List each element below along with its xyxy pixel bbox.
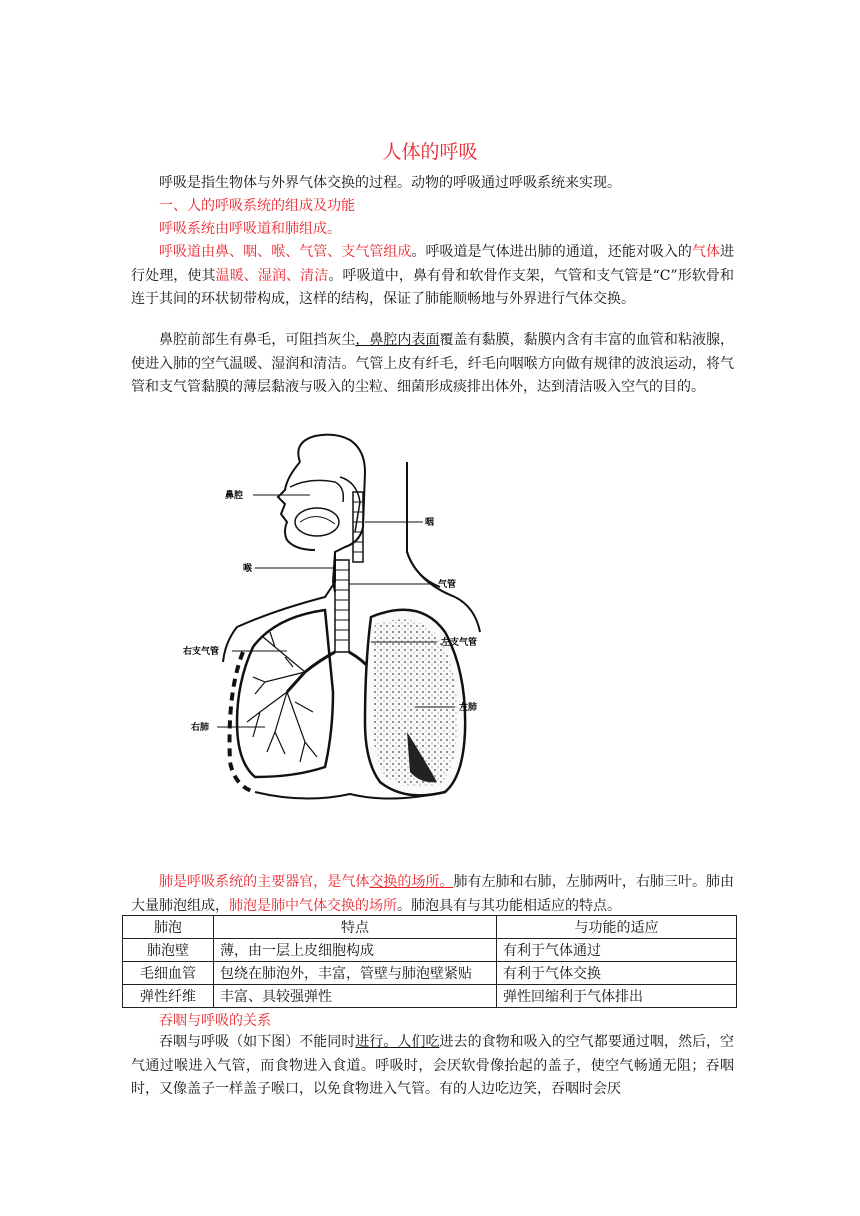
label-right-bronchus: 右支气管 xyxy=(183,647,220,657)
table-cell: 包绕在肺泡外，丰富，管壁与肺泡壁紧贴 xyxy=(214,962,497,985)
lung-text-1: 肺有左肺和右肺，左肺两叶，右肺三叶。肺由大量肺泡组成， xyxy=(131,874,735,914)
table-cell: 有利于气体交换 xyxy=(497,962,737,985)
label-larynx: 喉 xyxy=(243,564,253,574)
lung-red-underlined: 交换的场所。 xyxy=(369,874,454,890)
airway-red-2: 气体 xyxy=(691,244,721,260)
table-header-row xyxy=(123,916,737,939)
table-cell: 弹性纤维 xyxy=(123,985,214,1008)
airway-text-2: 进行处理，使其 xyxy=(131,244,735,284)
nose-paragraph xyxy=(131,329,734,400)
alveoli-features-table xyxy=(122,915,737,1008)
table-header: 肺泡 xyxy=(123,916,214,939)
table-cell: 弹性回缩利于气体排出 xyxy=(497,985,737,1008)
swallow-paragraph xyxy=(131,1031,734,1102)
table-cell: 毛细血管 xyxy=(123,962,214,985)
table-row xyxy=(123,962,737,985)
table-row xyxy=(123,939,737,962)
label-right-lung: 右肺 xyxy=(191,723,210,733)
airway-red-1: 呼吸道由鼻、咽、喉、气管、支气管组成 xyxy=(159,244,412,260)
label-nasal-cavity: 鼻腔 xyxy=(225,491,244,501)
lung-paragraph xyxy=(131,871,734,918)
table-header: 与功能的适应 xyxy=(497,916,737,939)
lung-text-2: 。肺泡具有与其功能相适应的特点。 xyxy=(397,897,621,914)
page-title: 人体的呼吸 xyxy=(382,141,478,163)
table-row xyxy=(123,985,737,1008)
airway-text-3: 。呼吸道中，鼻有骨和软骨作支架，气管和支气管是“C”形软骨和连于其间的环状韧带构成，这样的结构，保证了肺能顺畅地与外界进行气体交换。 xyxy=(131,267,735,307)
section1-heading: 一、人的呼吸系统的组成及功能 xyxy=(159,198,355,214)
nose-underlined: ，鼻腔内表面 xyxy=(355,332,440,348)
table-header: 特点 xyxy=(214,916,497,939)
airway-text-1: 。呼吸道是气体进出肺的通道，还能对吸入的 xyxy=(411,244,692,260)
section1-subheading: 呼吸系统由呼吸道和肺组成。 xyxy=(159,221,341,237)
airway-paragraph xyxy=(131,241,734,312)
respiratory-system-diagram xyxy=(175,432,507,824)
lung-red-1: 肺是呼吸系统的主要器官，是气体 xyxy=(159,874,370,890)
swallow-text-1: 吞咽与呼吸（如下图）不能同时 xyxy=(159,1034,356,1050)
table-cell: 丰富、具较强弹性 xyxy=(214,985,497,1008)
nose-text-1: 鼻腔前部生有鼻毛，可阻挡灰尘 xyxy=(159,332,356,348)
nose-text-2: 覆盖有黏膜，黏膜内含有丰富的血管和粘液腺，使进入肺的空气温暖、湿润和清洁。气管上皮有纤毛，纤毛向咽喉方向做有规律的波浪运动，将气管和支气管黏膜的薄层黏液与吸入的尘粒、细菌形成痰排出体外，达到清洁吸入空气的目的。 xyxy=(131,332,735,395)
intro-paragraph: 呼吸是指生物体与外界气体交换的过程。动物的呼吸通过呼吸系统来实现。 xyxy=(159,175,621,191)
swallow-text-2: 进去的食物和吸入的空气都要通过咽，然后，空气通过喉进入气管，而食物进入食道。呼吸时，会厌软骨像抬起的盖子，使空气畅通无阻；吞咽时，又像盖子一样盖子喉口，以免食物进入气管。有的人边吃边笑，吞咽时会厌 xyxy=(131,1034,735,1097)
label-left-bronchus: 左支气管 xyxy=(441,638,478,648)
section2-heading: 吞咽与呼吸的关系 xyxy=(159,1013,271,1029)
label-left-lung: 左肺 xyxy=(459,703,478,713)
label-pharynx: 咽 xyxy=(425,518,435,528)
table-cell: 有利于气体通过 xyxy=(497,939,737,962)
table-cell: 肺泡壁 xyxy=(123,939,214,962)
table-cell: 薄，由一层上皮细胞构成 xyxy=(214,939,497,962)
swallow-underlined: 进行。人们吃 xyxy=(355,1034,440,1050)
airway-red-3: 温暖、湿润、清洁 xyxy=(215,267,329,284)
label-trachea: 气管 xyxy=(438,580,457,590)
lung-red-2: 肺泡是肺中气体交换的场所 xyxy=(229,897,397,914)
